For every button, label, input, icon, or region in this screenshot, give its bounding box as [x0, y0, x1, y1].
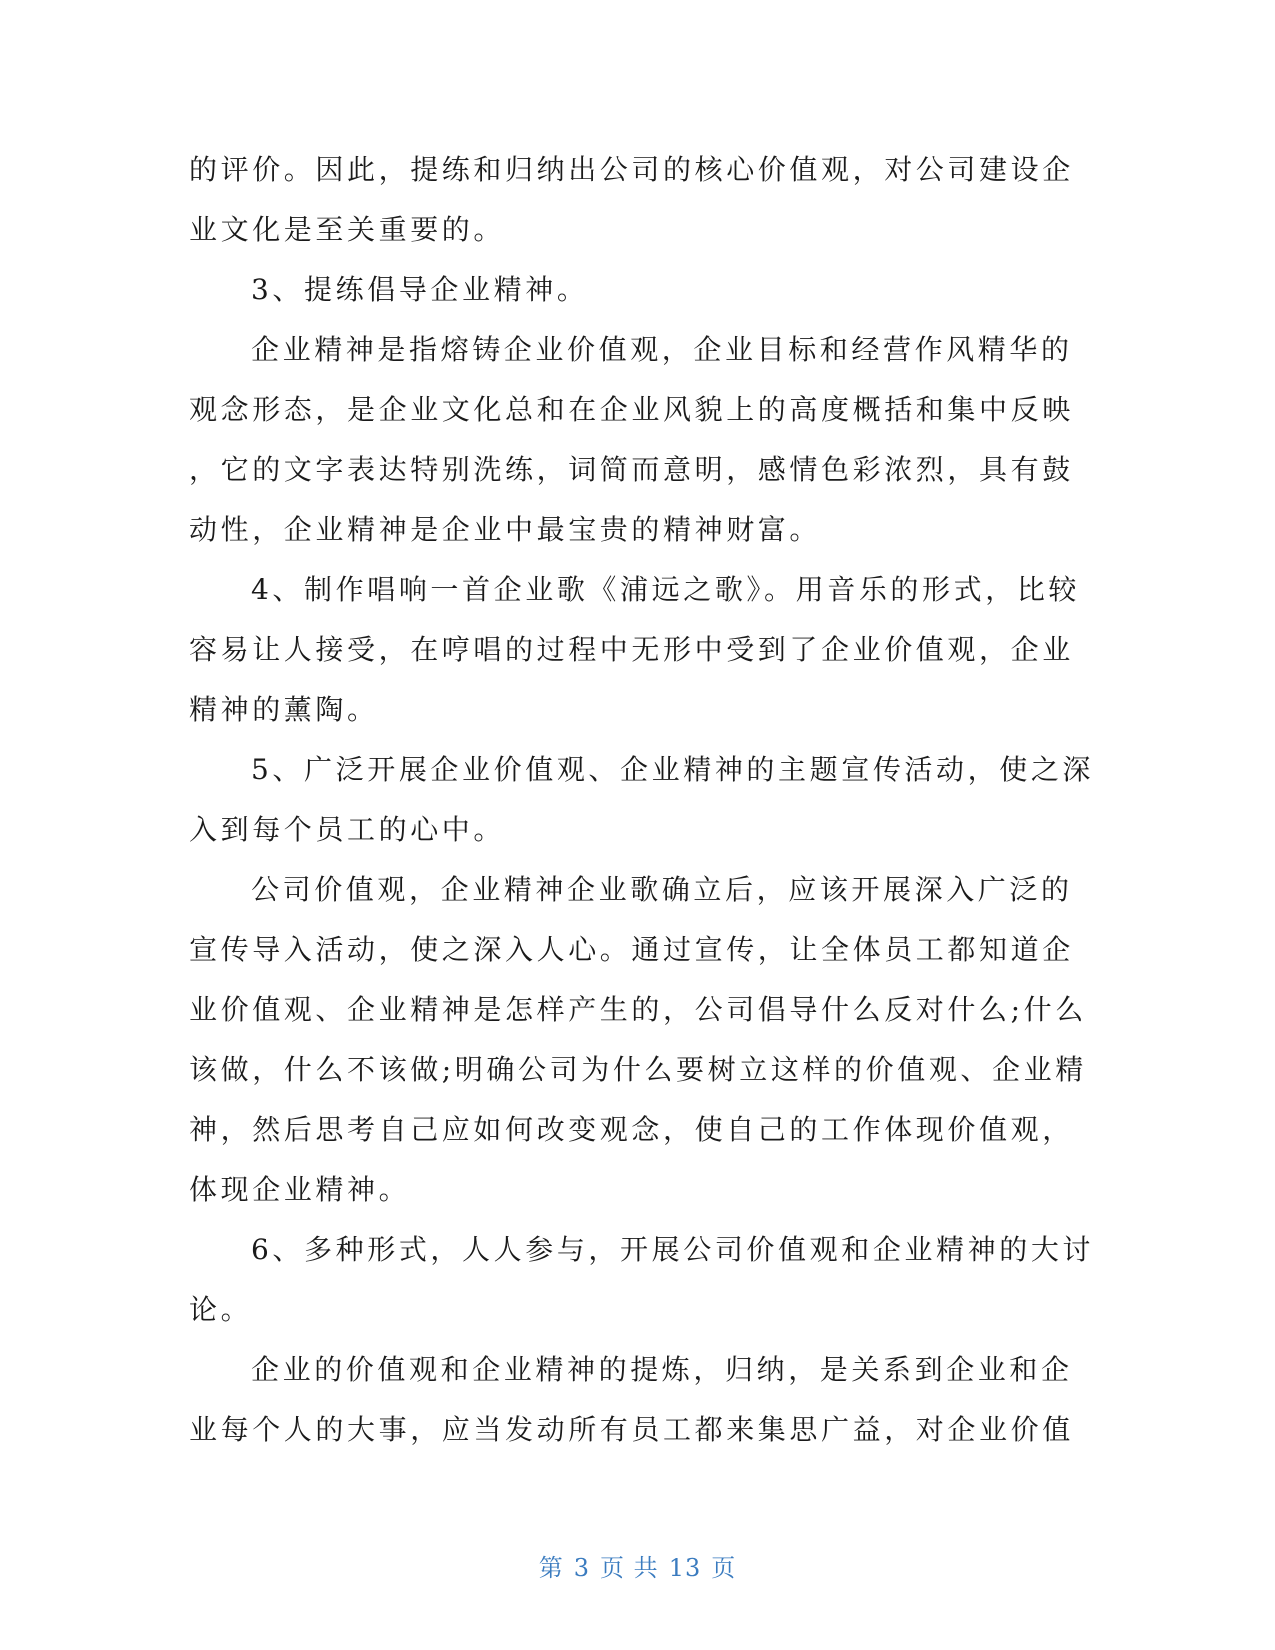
text-line: 入到每个员工的心中。 [189, 813, 506, 846]
page-footer [0, 1548, 1275, 1583]
total-page-count: 13 [668, 1554, 702, 1582]
text-line: 论。 [189, 1293, 253, 1326]
text-line: 业文化是至关重要的。 [189, 213, 506, 246]
section-heading: 3、提练倡导企业精神。 [251, 273, 589, 306]
text-line: 业价值观、企业精神是怎样产生的，公司倡导什么反对什么;什么 [189, 993, 1087, 1026]
section-heading: 5、广泛开展企业价值观、企业精神的主题宣传活动，使之深 [251, 753, 1095, 786]
text-line: 的评价。因此，提练和归纳出公司的核心价值观，对公司建设企 [189, 153, 1074, 186]
text-line: 公司价值观，企业精神企业歌确立后，应该开展深入广泛的 [251, 873, 1073, 906]
section-heading: 6、多种形式，人人参与，开展公司价值观和企业精神的大讨 [251, 1233, 1095, 1266]
current-page-number: 3 [573, 1554, 591, 1582]
text-line: 业每个人的大事，应当发动所有员工都来集思广益，对企业价值 [189, 1413, 1074, 1446]
text-line: 神，然后思考自己应如何改变观念，使自己的工作体现价值观， [189, 1113, 1074, 1146]
text-line: 观念形态，是企业文化总和在企业风貌上的高度概括和集中反映 [189, 393, 1074, 426]
text-line: 精神的薰陶。 [189, 693, 379, 726]
text-line: 容易让人接受，在哼唱的过程中无形中受到了企业价值观，企业 [189, 633, 1074, 666]
footer-suffix: 页 [711, 1554, 737, 1582]
text-line: 企业精神是指熔铸企业价值观，企业目标和经营作风精华的 [251, 333, 1073, 366]
footer-middle: 页 共 [600, 1554, 659, 1582]
text-line: 企业的价值观和企业精神的提炼，归纳，是关系到企业和企 [251, 1353, 1073, 1386]
section-heading: 4、制作唱响一首企业歌《浦远之歌》。用音乐的形式，比较 [251, 573, 1081, 606]
text-line: ，它的文字表达特别洗练，词简而意明，感情色彩浓烈，具有鼓 [189, 453, 1074, 486]
text-line: 该做，什么不该做;明确公司为什么要树立这样的价值观、企业精 [189, 1053, 1087, 1086]
document-body [189, 140, 1095, 1460]
text-line: 动性，企业精神是企业中最宝贵的精神财富。 [189, 513, 822, 546]
text-line: 宣传导入活动，使之深入人心。通过宣传，让全体员工都知道企 [189, 933, 1074, 966]
footer-prefix: 第 [538, 1554, 564, 1582]
text-line: 体现企业精神。 [189, 1173, 411, 1206]
